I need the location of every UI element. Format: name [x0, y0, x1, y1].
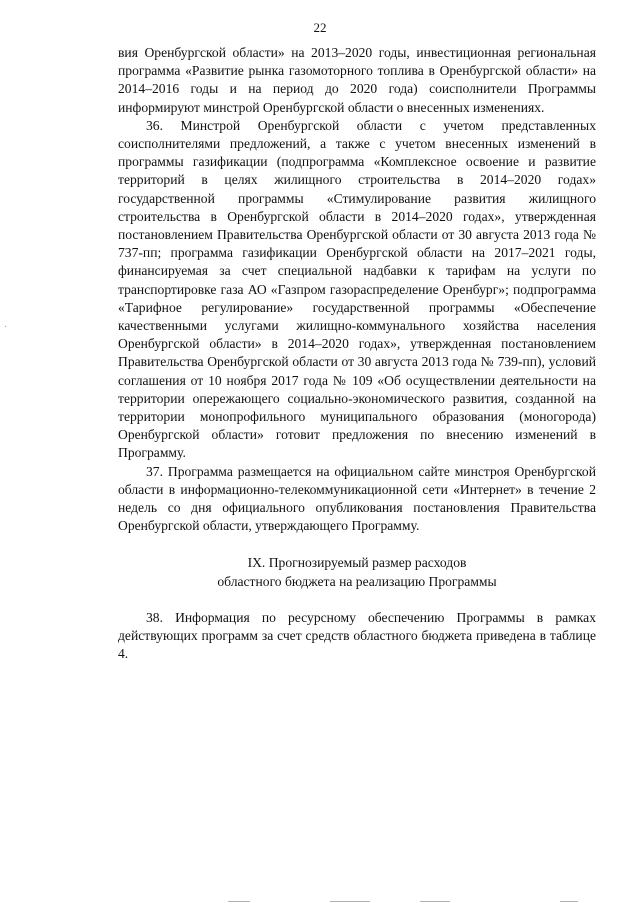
paragraph-38: 38. Информация по ресурсному обеспечению Программы в рамках действующих программ за счет средств областного бюджета приведена в таблице 4. [118, 609, 596, 662]
margin-mark: · [4, 322, 8, 333]
section-heading [118, 554, 596, 590]
page-number: 22 [313, 20, 327, 35]
section-heading-line-2: областного бюджета на реализацию Программы [217, 573, 497, 589]
scan-edge-artifact [0, 898, 640, 905]
section-heading-line-1: IX. Прогнозируемый размер расходов [247, 555, 467, 571]
paragraph-36: 36. Минстрой Оренбургской области с учетом представленных соисполнителями предложений, а также с учетом внесенных изменений в программы газификации (подпрограмма «Комплексное освоение и развитие территорий в целях жилищного строительства в 2014–2020 годах» государственной программы «Стимулирование развития жилищного строительства в Оренбургской области в 2014–2020 годах», утвержденная постановлением Правительства Оренбургской области от 30 августа 2013 года № 737-пп; программа газификации Оренбургской области на 2017–2021 годы, финансируемая за счет специальной надбавки к тарифам на услуги по транспортировке газа АО «Газпром газораспределение Оренбург»; подпрограмма «Тарифное регулирование» государственной программы «Обеспечение качественными услугами жилищно-коммунального хозяйства населения Оренбургской области» в 2014–2020 годах», утвержденная постановлением Правительства Оренбургской области от 30 августа 2013 года № 739-пп), условий соглашения от 10 ноября 2017 года № 109 «Об осуществлении деятельности на территории опережающего социально-экономического развития, созданной на территории монопрофильного муниципального образования (моногорода) Оренбургской области» готовит предложения по внесению изменений в Программу. [118, 117, 596, 461]
document-body [118, 44, 596, 664]
paragraph-continued: вия Оренбургской области» на 2013–2020 годы, инвестиционная региональная программа «Развитие рынка газомоторного топлива в Оренбургской области» на 2014–2016 годы и на период до 2020 года) соисполнители Программы информируют минстрой Оренбургской области о внесенных изменениях. [118, 45, 596, 115]
paragraph-37: 37. Программа размещается на официальном сайте минстроя Оренбургской области в информационно-телекоммуникационной сети «Интернет» в течение 2 недель со дня официального опубликования постановления Правительства Оренбургской области, утверждающего Программу. [118, 463, 596, 534]
